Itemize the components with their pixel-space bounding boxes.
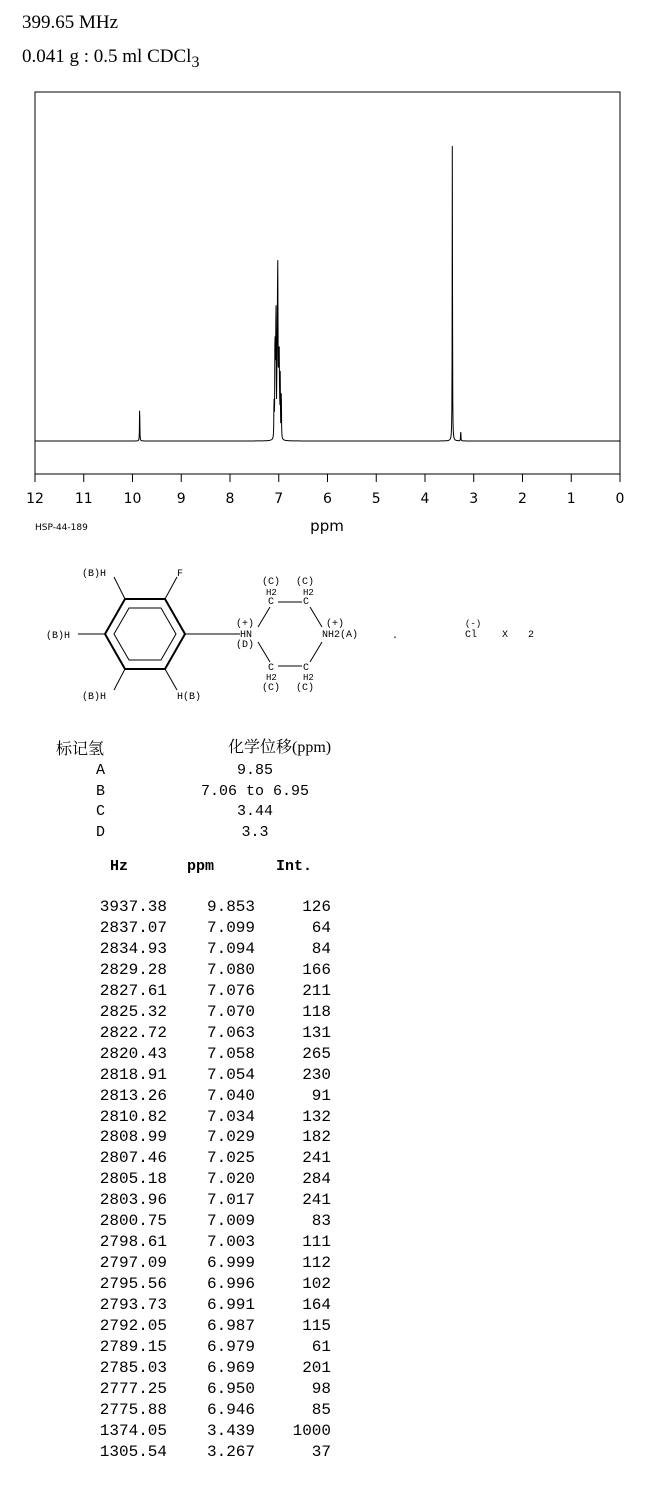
label-ctop2: C [303,597,310,608]
peak-int-cell: 131 [302,1023,331,1042]
peak-int-cell: 61 [311,1337,331,1356]
label-h2-3: H2 [266,673,277,683]
peak-ppm-cell: 7.017 [206,1191,255,1210]
peak-ppm-cell: 6.946 [206,1400,255,1419]
label-plus-left: (+) [236,619,255,630]
x-tick-label: 11 [74,491,93,507]
spectrometer-frequency: 399.65 MHz [22,12,119,33]
x-axis-ticks [26,474,624,507]
x-tick-label: 1 [566,491,576,507]
plot-frame [35,92,620,474]
label-nh2a: NH2(A) [322,630,359,641]
x-tick-label: 10 [123,491,142,507]
x-tick-label: 8 [225,491,235,507]
x-tick-label: 3 [469,491,479,507]
peak-ppm-cell: 6.969 [206,1358,255,1377]
peak-ppm-cell: 7.009 [206,1212,255,1231]
ring-outer [105,599,185,669]
assignment-label: D [96,824,106,842]
peak-hz-cell: 1305.54 [99,1442,167,1461]
peak-header-hz: Hz [110,858,129,875]
label-hb-bottom: H(B) [177,692,202,703]
x-axis-label: ppm [310,517,344,535]
molecule-structure [40,562,560,707]
peak-hz-cell: 2777.25 [99,1379,167,1398]
peak-int-cell: 201 [302,1358,331,1377]
peak-int-cell: 37 [311,1442,331,1461]
peak-ppm-cell: 7.040 [206,1086,255,1105]
peak-ppm-cell: 3.439 [206,1421,255,1440]
peak-hz-cell: 3937.38 [99,898,167,916]
peak-hz-cell: 1374.05 [99,1421,167,1440]
peak-hz-cell: 2808.99 [99,1128,167,1147]
assignment-shift: 3.44 [236,803,273,821]
label-c1: (C) [262,577,281,588]
peak-int-cell: 112 [302,1254,331,1273]
peak-header-int: Int. [276,858,313,875]
label-minus: (-) [465,619,482,629]
assignment-shift: 7.06 to 6.95 [200,782,310,800]
peak-ppm-cell: 6.996 [206,1275,255,1294]
peak-int-cell: 83 [311,1212,331,1231]
x-tick-label: 6 [323,491,332,507]
peak-int-cell: 85 [311,1400,331,1419]
peak-int-cell: 91 [311,1086,331,1105]
peak-ppm-cell: 7.020 [206,1170,255,1189]
peak-hz-cell: 2820.43 [99,1044,167,1063]
peak-hz-cell: 2818.91 [99,1065,167,1084]
peak-int-cell: 241 [302,1149,331,1168]
assignment-label: A [96,762,106,779]
peak-int-cell: 84 [311,939,331,958]
sample-text: 0.041 g : 0.5 ml CDCl [22,46,192,67]
peak-ppm-cell: 6.991 [206,1296,255,1315]
peak-hz-cell: 2829.28 [99,960,167,979]
peak-hz-cell: 2810.82 [99,1107,167,1126]
peak-int-cell: 126 [302,898,331,916]
x-tick-label: 0 [615,491,625,507]
label-bh-top: (B)H [82,569,107,580]
label-plus-right: (+) [326,619,345,630]
peak-int-cell: 118 [302,1002,331,1021]
peak-hz-cell: 2795.56 [99,1275,167,1294]
label-dot: . [392,631,399,642]
peak-int-cell: 241 [302,1191,331,1210]
peak-hz-cell: 2792.05 [99,1317,167,1335]
peak-ppm-cell: 7.029 [206,1128,255,1147]
label-cbot1: C [268,663,275,674]
peak-hz-cell: 2775.88 [99,1400,167,1419]
benzene-ring [105,599,185,669]
peak-int-cell: 98 [311,1379,331,1398]
peak-int-cell: 64 [311,918,331,937]
peak-ppm-cell: 9.853 [206,898,255,916]
peak-ppm-cell: 6.999 [206,1254,255,1273]
peak-hz-cell: 2803.96 [99,1191,167,1210]
peak-hz-cell: 2837.07 [99,918,167,937]
x-tick-label: 4 [420,491,430,507]
peak-ppm-cell: 7.054 [206,1065,255,1084]
peak-hz-cell: 2807.46 [99,1149,167,1168]
peak-hz-cell: 2813.26 [99,1086,167,1105]
peak-hz-cell: 2834.93 [99,939,167,958]
assignment-shift: 3.3 [241,824,269,842]
peak-hz-cell: 2793.73 [99,1296,167,1315]
label-ctop1: C [268,597,275,608]
label-2: 2 [528,630,535,641]
x-tick-label: 12 [26,491,44,507]
spectrum-code: HSP-44-189 [35,523,88,533]
peak-ppm-cell: 7.063 [206,1023,255,1042]
peak-int-cell: 1000 [292,1421,331,1440]
peak-ppm-cell: 7.076 [206,981,255,1000]
peak-int-cell: 111 [302,1233,331,1252]
label-h2-4: H2 [303,673,314,683]
peak-ppm-cell: 7.003 [206,1233,255,1252]
peak-ppm-cell: 7.094 [206,939,255,958]
assignment-shift-header: 化学位移(ppm) [228,739,332,756]
assignment-label-header: 标记氢 [56,741,105,758]
label-bh-bottom: (B)H [82,692,107,703]
peak-ppm-cell: 7.080 [206,960,255,979]
label-bh-left: (B)H [46,631,71,642]
peak-ppm-cell: 6.987 [206,1317,255,1335]
label-d: (D) [236,640,255,651]
peak-ppm-cell: 3.267 [206,1442,255,1461]
label-hn: HN [240,630,253,641]
peak-hz-cell: 2797.09 [99,1254,167,1273]
peak-hz-cell: 2785.03 [99,1358,167,1377]
assignment-shift: 9.85 [236,762,273,779]
peak-int-cell: 102 [302,1275,331,1294]
label-cl: Cl [465,630,478,641]
assignment-label: B [96,782,106,800]
label-c4: (C) [296,683,315,694]
peak-ppm-cell: 7.034 [206,1107,255,1126]
nmr-spectrum-chart [0,85,652,540]
label-c2: (C) [296,577,315,588]
spectrum-line [35,146,620,441]
peak-int-cell: 166 [302,960,331,979]
peak-int-cell: 265 [302,1044,331,1063]
peak-hz-cell: 2789.15 [99,1337,167,1356]
label-cbot2: C [303,663,310,674]
assignment-label: C [96,803,106,821]
peak-ppm-cell: 7.070 [206,1002,255,1021]
label-h2-1: H2 [266,588,277,598]
peak-int-cell: 230 [302,1065,331,1084]
label-c3: (C) [262,683,281,694]
peak-hz-cell: 2822.72 [99,1023,167,1042]
peak-ppm-cell: 7.099 [206,918,255,937]
label-h2-2: H2 [303,588,314,598]
peak-ppm-cell: 6.950 [206,1379,255,1398]
peak-int-cell: 211 [302,981,331,1000]
peak-ppm-cell: 7.058 [206,1044,255,1063]
sample-subscript: 3 [191,53,200,71]
peak-int-cell: 284 [302,1170,331,1189]
peak-int-cell: 164 [302,1296,331,1315]
peak-hz-cell: 2827.61 [99,981,167,1000]
x-tick-label: 9 [176,491,186,507]
peak-ppm-cell: 6.979 [206,1337,255,1356]
label-f: F [177,569,184,580]
peak-hz-cell: 2798.61 [99,1233,167,1252]
peak-int-cell: 115 [302,1317,331,1335]
peak-hz-cell: 2800.75 [99,1212,167,1231]
peak-hz-cell: 2805.18 [99,1170,167,1189]
x-tick-label: 2 [518,491,527,507]
sample-description [22,46,199,72]
peak-int-cell: 182 [302,1128,331,1147]
peak-int-cell: 132 [302,1107,331,1126]
label-x: X [502,630,509,641]
ring-inner [114,608,176,660]
x-tick-label: 7 [274,491,284,507]
x-tick-label: 5 [371,491,381,507]
peak-header-ppm: ppm [187,858,215,875]
peak-ppm-cell: 7.025 [206,1149,255,1168]
peak-hz-cell: 2825.32 [99,1002,167,1021]
